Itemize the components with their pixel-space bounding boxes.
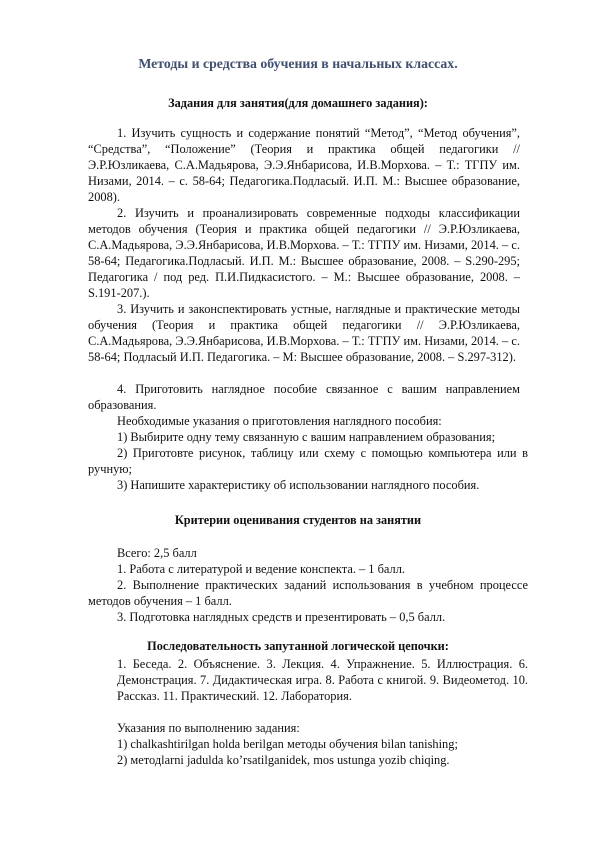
instruction-item-1: 1) chalkashtirilgan holda berilgan методы обучения bilan tanishing;	[117, 737, 458, 751]
task-1: 1. Изучить сущность и содержание понятий “Метод”, “Метод обучения”, “Средства”, “Положение” (Теория и практика общей педагогики // Э.Р.Юзликаева, С.А.Мадьярова, Э.Э.Янбарисова, И.В.Морхова. – Т.: ТГПУ им. Низами, 2014. – с. 58-64; Педагогика.Подласый. И.П. М.: Высшее образование, 2008).	[88, 126, 520, 204]
criteria-heading: Критерии оценивания студентов на занятии	[174, 513, 422, 527]
tasks-heading: Задания для занятия(для домашнего задания):	[168, 96, 428, 110]
sequence-text: 1. Беседа. 2. Объяснение. 3. Лекция. 4. Упражнение. 5. Иллюстрация. 6. Демонстрация. 7. Дидактическая игра. 8. Работа с книгой. 9. Видеометод. 10. Рассказ. 11. Практический. 12. Лаборатория.	[117, 657, 528, 704]
guide-item-2: 2) Приготовте рисунок, таблицу или схему с помощью компьютера или в ручную;	[88, 446, 528, 476]
guide-item-1: 1) Выбирите одну тему связанную с вашим направлением образования;	[117, 430, 496, 444]
guide-item-3: 3) Напишите характеристику об использовании наглядного пособия.	[117, 478, 480, 492]
document-title: Методы и средства обучения в начальных классах.	[138, 56, 458, 71]
criteria-total: Всего: 2,5 балл	[117, 546, 197, 560]
criteria-item-2: 2. Выполнение практических заданий использования в учебном процессе методов обучения – 1 балл.	[88, 578, 528, 608]
guide-intro: Необходимые указания о приготовления наглядного пособия:	[117, 414, 442, 428]
task-2: 2. Изучить и проанализировать современные подходы классификации методов обучения (Теория и практика общей педагогики // Э.Р.Юзликаева, С.А.Мадьярова, Э.Э.Янбарисова, И.В.Морхова. – Т.: ТГПУ им. Низами, 2014. – с. 58-64; Педагогика.Подласый. И.П. М.: Высшее образование, 2008. – S.290-295; Педагогика / под ред. П.И.Пидкасистого. – М.: Высшее образование, 2008. – S.191-207.).	[88, 206, 520, 300]
instruction-item-2: 2) методlarni jadulda ko’rsatilganidek, mos ustunga yozib chiqing.	[117, 753, 450, 767]
criteria-item-1: 1. Работа с литературой и ведение конспекта. – 1 балл.	[117, 562, 405, 576]
sequence-heading: Последовательность запутанной логической цепочки:	[147, 639, 449, 653]
criteria-item-3: 3. Подготовка наглядных средств и презентировать – 0,5 балл.	[117, 610, 446, 624]
task-3: 3. Изучить и законспектировать устные, наглядные и практические методы обучения (Теория и практика общей педагогики // Э.Р.Юзликаева, С.А.Мадьярова, Э.Э.Янбарисова, И.В.Морхова. – Т.: ТГПУ им. Низами, 2014. – с. 58-64; Подласый И.П. Педагогика. – М: Высшее образование, 2008. – S.297-312).	[88, 302, 520, 364]
task-4: 4. Приготовить наглядное пособие связанное с вашим направлением образования.	[88, 382, 520, 412]
instructions-heading: Указания по выполнению задания:	[117, 721, 300, 735]
